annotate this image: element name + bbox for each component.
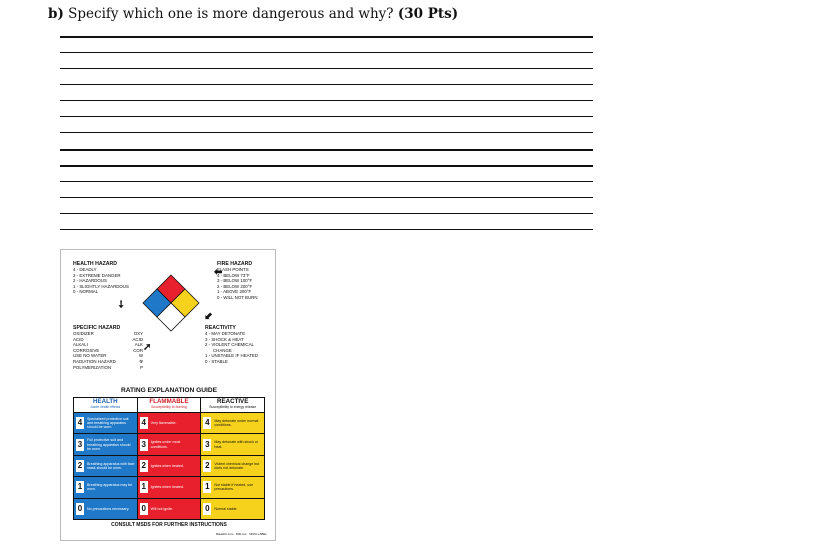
reactivity-item: 4 - MAY DETONATE — [205, 331, 246, 336]
rating-number: 4 — [141, 418, 146, 428]
rating-number: 2 — [141, 461, 146, 471]
answer-line — [60, 229, 593, 230]
rating-description: Ignites when heated. — [150, 463, 184, 468]
rating-cell — [201, 413, 264, 434]
answer-line — [60, 116, 593, 117]
answer-line — [60, 165, 593, 167]
fire-hazard-legend — [217, 261, 258, 301]
answer-line — [60, 100, 593, 101]
rating-cell — [138, 434, 201, 455]
label-footer-small: MadeKit.com · 800-xxx · NFPA LABEL — [215, 532, 267, 536]
rating-column-title: REACTIVE — [217, 398, 249, 405]
rating-cell — [74, 456, 137, 477]
specific-hazard-list — [73, 331, 143, 370]
rating-number: 0 — [141, 503, 146, 513]
rating-number: 1 — [205, 482, 210, 492]
rating-description: Normal stable. — [214, 506, 238, 511]
fire-hazard-item: 2 - BELOW 200°F — [217, 283, 253, 289]
reactivity-item: 0 - STABLE — [205, 358, 228, 364]
specific-hazard-name: USE NO WATER — [73, 353, 107, 359]
rating-cell — [138, 456, 201, 477]
answer-line — [60, 213, 593, 214]
specific-hazard-code: OXY — [133, 331, 143, 336]
reactivity-item: CHANGE — [213, 347, 232, 353]
question-text — [48, 6, 458, 22]
rating-cell — [201, 499, 264, 519]
fire-hazard-item: 1 - ABOVE 200°F — [217, 289, 252, 295]
specific-hazard-code: ALK — [134, 342, 143, 348]
rating-number: 3 — [141, 439, 146, 449]
arrow-icon: ⬅ — [201, 309, 216, 324]
specific-hazard-name: OXIDIZER — [73, 331, 94, 336]
fire-hazard-subtitle: FLASH POINTS — [217, 267, 249, 272]
specific-hazard-name: ACID — [73, 336, 84, 342]
health-hazard-item: 4 - DEADLY — [73, 267, 97, 272]
answer-line — [60, 36, 593, 38]
rating-cell — [138, 477, 201, 498]
rating-column-header — [138, 398, 201, 413]
specific-hazard-code: ACID — [132, 336, 143, 342]
health-hazard-item: 2 - HAZARDOUS — [73, 278, 107, 284]
nfpa-diamond — [141, 273, 201, 333]
rating-description: No precautions necessary. — [87, 506, 130, 511]
answer-line — [60, 181, 593, 182]
rating-description: Ignites when heated. — [150, 485, 184, 490]
question-body: Specify which one is more dangerous and why? — [68, 6, 394, 22]
rating-cell — [201, 434, 264, 455]
answer-line — [60, 68, 593, 69]
rating-number: 4 — [205, 418, 210, 428]
rating-number: 0 — [77, 503, 83, 513]
rating-description: Very flammable. — [150, 421, 177, 426]
rating-column-title: FLAMMABLE — [149, 398, 189, 405]
specific-hazard-code: ☢ — [139, 358, 143, 364]
answer-line — [60, 197, 593, 198]
rating-number: 1 — [141, 482, 146, 492]
rating-description: Specialized protective suit and breathing apparatus should be worn. — [87, 416, 129, 430]
health-hazard-item: 1 - SLIGHTLY HAZARDOUS — [73, 283, 129, 289]
rating-column-react — [201, 398, 264, 519]
rating-number: 4 — [77, 418, 83, 428]
reactivity-item: 1 - UNSTABLE IF HEATED — [205, 353, 259, 359]
rating-guide-table — [73, 397, 265, 520]
reactivity-item: 3 - SHOCK & HEAT — [205, 336, 244, 342]
answer-line — [60, 132, 593, 133]
health-hazard-legend — [73, 261, 129, 295]
specific-hazard-name: ALKALI — [73, 342, 88, 348]
rating-column-health — [74, 398, 138, 519]
rating-cell — [74, 477, 137, 498]
rating-column-subtitle: Susceptibility to energy release — [209, 405, 257, 409]
rating-cell — [201, 477, 264, 498]
rating-description: Violent chemical change but does not detonate. — [214, 461, 260, 471]
rating-cell — [138, 413, 201, 434]
arrow-icon: ➘ — [113, 297, 128, 312]
rating-description: Ignites under most conditions. — [150, 440, 181, 449]
rating-column-flam — [138, 398, 202, 519]
answer-line — [60, 84, 593, 85]
rating-column-header — [201, 398, 264, 413]
reactivity-legend — [205, 325, 258, 365]
nfpa-label-image — [60, 249, 276, 541]
specific-hazard-legend — [73, 325, 143, 370]
rating-description: Full protective suit and breathing apparatus should be worn. — [87, 438, 131, 451]
specific-hazard-name: RADIATION HAZARD — [73, 358, 116, 364]
rating-cell — [74, 434, 137, 455]
rating-column-subtitle: Acute health effects — [90, 405, 121, 409]
rating-description: Will not ignite. — [150, 506, 174, 511]
rating-cell — [201, 456, 264, 477]
rating-column-header — [74, 398, 137, 413]
arrow-icon: ⬅ — [214, 267, 223, 278]
health-hazard-item: 3 - EXTREME DANGER — [73, 272, 121, 278]
fire-hazard-item: 0 - WILL NOT BURN — [217, 294, 258, 300]
rating-number: 2 — [205, 461, 210, 471]
specific-hazard-code: W — [138, 353, 143, 359]
specific-hazard-item — [73, 365, 143, 371]
answer-line — [60, 149, 593, 151]
rating-description: Not stable if heated, use precautions. — [214, 483, 254, 492]
reactivity-title: REACTIVITY — [205, 325, 236, 331]
health-hazard-title: HEALTH HAZARD — [73, 261, 117, 267]
arrow-icon: ➚ — [143, 342, 152, 353]
rating-column-subtitle: Susceptibility to burning — [151, 405, 187, 409]
rating-number: 3 — [205, 439, 210, 449]
fire-hazard-item: 4 - BELOW 73°F — [217, 272, 250, 278]
specific-hazard-code: COR — [133, 347, 143, 353]
fire-hazard-item: 3 - BELOW 100°F — [217, 278, 253, 284]
rating-guide-title: RATING EXPLANATION GUIDE — [120, 387, 218, 394]
rating-description: Breathing apparatus may be worn. — [87, 483, 133, 492]
rating-description: May detonate with shock or heat. — [214, 440, 259, 449]
rating-column-title: HEALTH — [93, 398, 118, 405]
specific-hazard-name: POLYMERIZATION — [73, 364, 112, 370]
rating-number: 2 — [77, 461, 83, 471]
specific-hazard-name: CORROSIVE — [73, 347, 100, 353]
specific-hazard-title: SPECIFIC HAZARD — [73, 325, 121, 331]
answer-line — [60, 52, 593, 53]
specific-hazard-code: P — [140, 364, 143, 370]
nfpa-diamond-graphic — [141, 273, 201, 333]
rating-description: May detonate under normal conditions. — [214, 419, 259, 428]
health-hazard-item: 0 - NORMAL — [73, 289, 99, 295]
rating-cell — [138, 499, 201, 519]
reactivity-item: 2 - VIOLENT CHEMICAL — [205, 342, 254, 348]
question-points: (30 Pts) — [397, 6, 459, 22]
fire-hazard-title: FIRE HAZARD — [217, 261, 253, 267]
label-footer: CONSULT MSDS FOR FURTHER INSTRUCTIONS — [111, 522, 227, 528]
question-prefix: b) — [48, 6, 64, 22]
rating-number: 0 — [205, 503, 210, 513]
rating-number: 3 — [77, 439, 83, 449]
rating-cell — [74, 413, 137, 434]
rating-number: 1 — [77, 482, 83, 492]
rating-cell — [74, 499, 137, 519]
rating-description: Breathing apparatus with face mask should be worn. — [87, 461, 135, 471]
